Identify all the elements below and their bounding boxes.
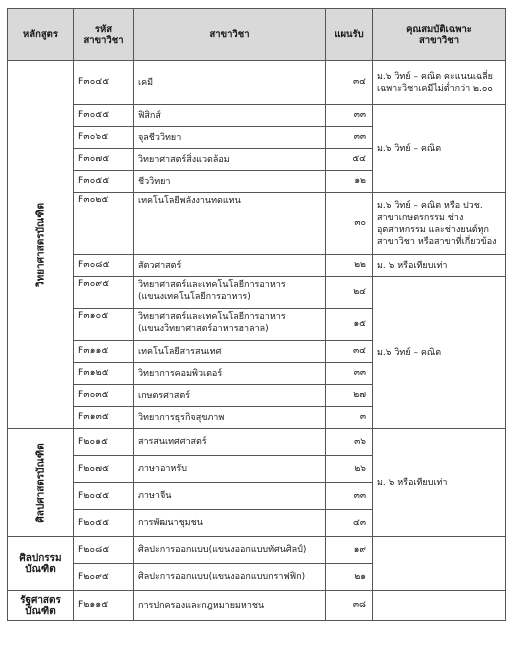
seats-cell: ๕๔ (326, 149, 373, 171)
code-cell: F๒๐๙๕ (74, 564, 134, 591)
major-cell: เทคโนโลยีพลังงานทดแทน (134, 193, 326, 255)
header-program: หลักสูตร (8, 9, 74, 61)
code-cell: F๒๐๗๕ (74, 456, 134, 483)
major-cell: ภาษาจีน (134, 483, 326, 510)
seats-cell: ๔๓ (326, 510, 373, 537)
header-seats: แผนรับ (326, 9, 373, 61)
seats-cell: ๓๓ (326, 363, 373, 385)
seats-cell: ๓๓ (326, 483, 373, 510)
major-cell: สัตวศาสตร์ (134, 255, 326, 277)
code-cell: F๒๐๑๕ (74, 429, 134, 456)
qualification-cell: ม.๖ วิทย์ – คณิต คะแนนเฉลี่ยเฉพาะวิชาเคมีไม่ต่ำกว่า ๒.๐๐ (373, 61, 506, 105)
code-cell: F๒๐๕๕ (74, 510, 134, 537)
code-cell: F๓๐๓๕ (74, 385, 134, 407)
seats-cell: ๒๔ (326, 277, 373, 309)
code-cell: F๓๑๓๕ (74, 407, 134, 429)
code-cell: F๓๐๔๕ (74, 61, 134, 105)
table-row (8, 61, 506, 105)
program-fine-arts: ศิลปกรรม บัณฑิต (8, 537, 74, 591)
seats-cell: ๓๐ (326, 193, 373, 255)
program-science: วิทยาศาสตรบัณฑิต (8, 61, 74, 429)
code-cell: F๓๐๗๕ (74, 149, 134, 171)
seats-cell: ๒๖ (326, 456, 373, 483)
code-cell: F๓๐๕๕ (74, 171, 134, 193)
code-cell: F๓๐๖๕ (74, 127, 134, 149)
major-cell: จุลชีววิทยา (134, 127, 326, 149)
code-cell: F๓๐๒๕ (74, 193, 134, 255)
code-cell: F๒๐๔๕ (74, 483, 134, 510)
qualification-cell: ม. ๖ หรือเทียบเท่า (373, 429, 506, 537)
seats-cell: ๓๓ (326, 127, 373, 149)
header-row (8, 9, 506, 61)
qualification-cell: ม. ๖ หรือเทียบเท่า (373, 255, 506, 277)
seats-cell: ๓๘ (326, 591, 373, 621)
table-row (8, 105, 506, 127)
seats-cell: ๑๙ (326, 537, 373, 564)
major-cell: วิทยาการคอมพิวเตอร์ (134, 363, 326, 385)
table-row (8, 591, 506, 621)
program-political-science: รัฐศาสตร บัณฑิต (8, 591, 74, 621)
seats-cell: ๓๔ (326, 341, 373, 363)
major-cell: การปกครองและกฎหมายมหาชน (134, 591, 326, 621)
code-cell: F๓๐๘๕ (74, 255, 134, 277)
code-cell: F๓๐๙๕ (74, 277, 134, 309)
qualification-cell: ม.๖ วิทย์ – คณิต (373, 277, 506, 429)
seats-cell: ๑๕ (326, 309, 373, 341)
major-cell: วิทยาศาสตร์และเทคโนโลยีการอาหาร (แขนงเทคโนโลยีการอาหาร) (134, 277, 326, 309)
header-code: รหัส สาขาวิชา (74, 9, 134, 61)
code-cell: F๒๑๑๕ (74, 591, 134, 621)
major-cell: สารสนเทศศาสตร์ (134, 429, 326, 456)
code-cell: F๓๑๒๕ (74, 363, 134, 385)
code-cell: F๓๑๐๕ (74, 309, 134, 341)
table-row (8, 429, 506, 456)
qualification-cell-empty (373, 591, 506, 621)
major-cell: วิทยาการธุรกิจสุขภาพ (134, 407, 326, 429)
admission-table (7, 8, 506, 621)
seats-cell: ๑๒ (326, 171, 373, 193)
major-cell: เคมี (134, 61, 326, 105)
major-cell: วิทยาศาสตร์สิ่งแวดล้อม (134, 149, 326, 171)
major-cell: เทคโนโลยีสารสนเทศ (134, 341, 326, 363)
header-major: สาขาวิชา (134, 9, 326, 61)
header-qualification: คุณสมบัติเฉพาะ สาขาวิชา (373, 9, 506, 61)
table-row (8, 537, 506, 564)
major-cell: ภาษาอาหรับ (134, 456, 326, 483)
seats-cell: ๓ (326, 407, 373, 429)
major-cell: ชีววิทยา (134, 171, 326, 193)
code-cell: F๒๐๘๕ (74, 537, 134, 564)
qualification-cell: ม.๖ วิทย์ – คณิต (373, 105, 506, 193)
major-cell: การพัฒนาชุมชน (134, 510, 326, 537)
major-cell: ศิลปะการออกแบบ(แขนงออกแบบทัศนศิลป์) (134, 537, 326, 564)
table-row (8, 277, 506, 309)
admission-table-page (7, 8, 505, 644)
table-row (8, 193, 506, 255)
major-cell: ศิลปะการออกแบบ(แขนงออกแบบกราฟฟิก) (134, 564, 326, 591)
seats-cell: ๒๑ (326, 564, 373, 591)
seats-cell: ๓๓ (326, 105, 373, 127)
qualification-cell-empty (373, 537, 506, 591)
qualification-cell: ม.๖ วิทย์ – คณิต หรือ ปวช. สาขาเกษตรกรรม ช่างอุตสาหกรรม และช่างยนต์ทุกสาขาวิชา หรือสาขาที่เกี่ยวข้อง (373, 193, 506, 255)
code-cell: F๓๐๕๕ (74, 105, 134, 127)
major-cell: ฟิสิกส์ (134, 105, 326, 127)
seats-cell: ๓๖ (326, 429, 373, 456)
seats-cell: ๒๒ (326, 255, 373, 277)
table-row (8, 255, 506, 277)
major-cell: วิทยาศาสตร์และเทคโนโลยีการอาหาร (แขนงวิทยาศาสตร์อาหารฮาลาล) (134, 309, 326, 341)
seats-cell: ๒๗ (326, 385, 373, 407)
program-arts: ศิลปศาสตรบัณฑิต (8, 429, 74, 537)
seats-cell: ๓๔ (326, 61, 373, 105)
major-cell: เกษตรศาสตร์ (134, 385, 326, 407)
code-cell: F๓๑๑๕ (74, 341, 134, 363)
